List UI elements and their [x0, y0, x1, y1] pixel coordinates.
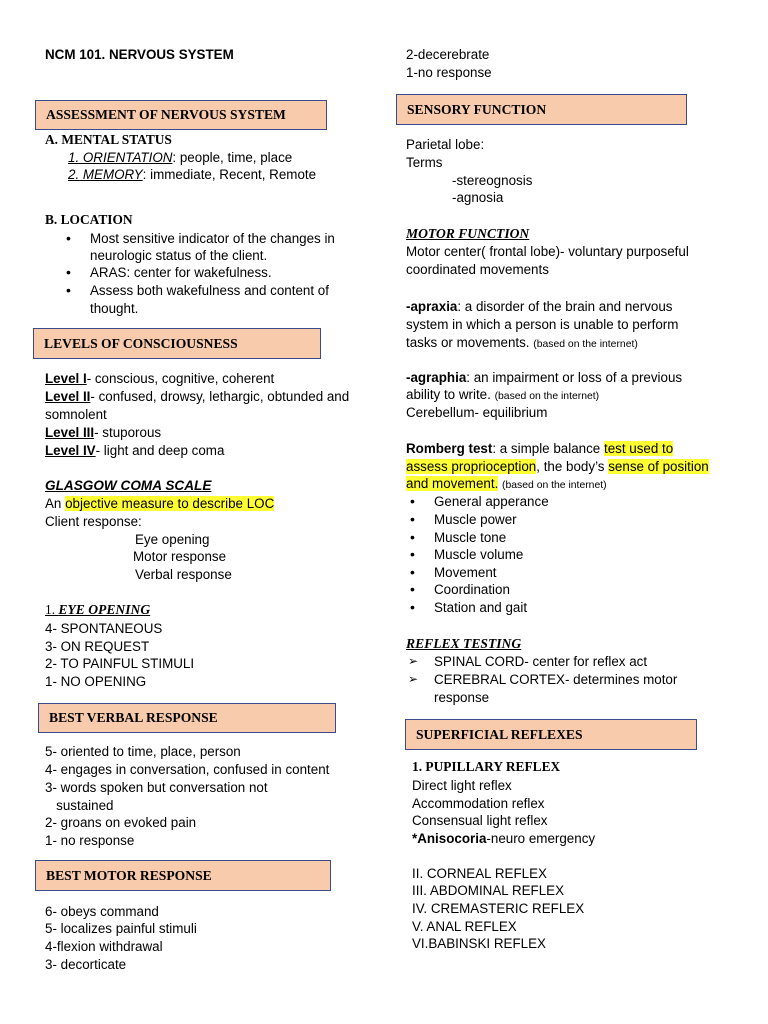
verbal-item: 3- words spoken but conversation not	[45, 780, 268, 795]
superficial-header: SUPERFICIAL REFLEXES	[405, 719, 697, 750]
motor-function-text: Motor center( frontal lobe)- voluntary purposeful	[406, 244, 689, 259]
motor-header: BEST MOTOR RESPONSE	[35, 860, 331, 891]
cerebellum-line: Cerebellum- equilibrium	[406, 405, 548, 420]
level-1: Level I- conscious, cognitive, coherent	[45, 371, 275, 386]
client-response-eye: Eye opening	[135, 532, 210, 547]
reflex-list-item: III. ABDOMINAL REFLEX	[412, 883, 565, 898]
reflex-item: ➢ SPINAL CORD- center for reflex act	[434, 653, 647, 670]
romberg-item: • Muscle volume	[434, 546, 523, 563]
reflex-item: ➢ CEREBRAL CORTEX- determines motor	[434, 671, 677, 688]
pupillary-item: Accommodation reflex	[412, 796, 545, 811]
pupillary-heading: 1. PUPILLARY REFLEX	[412, 759, 561, 774]
location-bullet-1-cont: neurologic status of the client.	[90, 248, 268, 263]
orientation-line: 1. ORIENTATION: people, time, place	[68, 150, 293, 165]
agraphia-line: ability to write. (based on the internet)	[406, 387, 600, 402]
location-bullet-3-cont: thought.	[90, 301, 139, 316]
reflex-item-cont: response	[434, 690, 490, 705]
motor-item: 1-no response	[406, 65, 492, 80]
verbal-item: sustained	[45, 798, 114, 813]
loc-header: LEVELS OF CONSCIOUSNESS	[33, 328, 321, 359]
pupillary-item: Consensual light reflex	[412, 813, 548, 828]
eye-item: 2- TO PAINFUL STIMULI	[45, 656, 195, 671]
apraxia-line: tasks or movements. (based on the internet)	[406, 335, 638, 350]
level-2-cont: somnolent	[45, 407, 107, 422]
anisocoria-line: *Anisocoria-neuro emergency	[412, 831, 596, 846]
eye-opening-title: 1. EYE OPENING	[45, 602, 151, 617]
reflex-list-item: V. ANAL REFLEX	[412, 919, 517, 934]
reflex-testing-title: REFLEX TESTING	[406, 636, 522, 651]
reflex-list-item: IV. CREMASTERIC REFLEX	[412, 901, 585, 916]
verbal-item: 2- groans on evoked pain	[45, 815, 197, 830]
location-bullet-1: • Most sensitive indicator of the changes in	[90, 230, 335, 247]
level-2: Level II- confused, drowsy, lethargic, obtunded and	[45, 389, 350, 404]
level-3: Level III- stuporous	[45, 425, 162, 440]
location-bullet-3: • Assess both wakefulness and content of	[90, 282, 329, 299]
eye-item: 1- NO OPENING	[45, 674, 147, 689]
verbal-header: BEST VERBAL RESPONSE	[38, 703, 336, 733]
reflex-list-item: VI.BABINSKI REFLEX	[412, 936, 546, 951]
eye-item: 4- SPONTANEOUS	[45, 621, 163, 636]
client-response-verbal: Verbal response	[135, 567, 232, 582]
client-response-motor: Motor response	[133, 549, 227, 564]
motor-item: 2-decerebrate	[406, 47, 490, 62]
motor-function-text: coordinated movements	[406, 262, 549, 277]
romberg-item: • Muscle tone	[434, 529, 506, 546]
romberg-item: • Coordination	[434, 581, 510, 598]
terms-label: Terms	[406, 155, 443, 170]
agraphia-line: -agraphia: an impairment or loss of a previous	[406, 370, 683, 385]
gcs-title: GLASGOW COMA SCALE	[45, 478, 212, 493]
romberg-item: • Muscle power	[434, 511, 517, 528]
verbal-item: 1- no response	[45, 833, 135, 848]
motor-item: 6- obeys command	[45, 904, 159, 919]
romberg-item: • General apperance	[434, 493, 549, 510]
location-bullet-2: • ARAS: center for wakefulness.	[90, 264, 272, 281]
reflex-list-item: II. CORNEAL REFLEX	[412, 866, 547, 881]
romberg-item: • Station and gait	[434, 599, 527, 616]
apraxia-line: -apraxia: a disorder of the brain and nervous	[406, 299, 673, 314]
assessment-header: ASSESSMENT OF NERVOUS SYSTEM	[35, 100, 327, 130]
gcs-description: An objective measure to describe LOC	[45, 496, 275, 511]
term-item: -agnosia	[452, 190, 504, 205]
motor-item: 3- decorticate	[45, 957, 127, 972]
romberg-line: Romberg test: a simple balance test used to	[406, 441, 674, 456]
pupillary-item: Direct light reflex	[412, 778, 512, 793]
location-heading: B. LOCATION	[45, 212, 133, 227]
romberg-line: and movement. (based on the internet)	[406, 476, 607, 491]
apraxia-line: system in which a person is unable to perform	[406, 317, 679, 332]
parietal-lobe: Parietal lobe:	[406, 137, 485, 152]
motor-item: 5- localizes painful stimuli	[45, 921, 197, 936]
term-item: -stereognosis	[452, 173, 533, 188]
motor-item: 4-flexion withdrawal	[45, 939, 163, 954]
memory-line: 2. MEMORY: immediate, Recent, Remote	[68, 167, 317, 182]
level-4: Level IV- light and deep coma	[45, 443, 225, 458]
document-title: NCM 101. NERVOUS SYSTEM	[45, 47, 234, 62]
verbal-item: 5- oriented to time, place, person	[45, 744, 241, 759]
motor-function-title: MOTOR FUNCTION	[406, 226, 530, 241]
verbal-item: 4- engages in conversation, confused in content	[45, 762, 330, 777]
romberg-line: assess proprioception, the body’s sense of position	[406, 459, 709, 474]
client-response: Client response:	[45, 514, 142, 529]
sensory-header: SENSORY FUNCTION	[396, 94, 687, 125]
mental-status-heading: A. MENTAL STATUS	[45, 132, 172, 147]
romberg-item: • Movement	[434, 564, 497, 581]
eye-item: 3- ON REQUEST	[45, 639, 150, 654]
